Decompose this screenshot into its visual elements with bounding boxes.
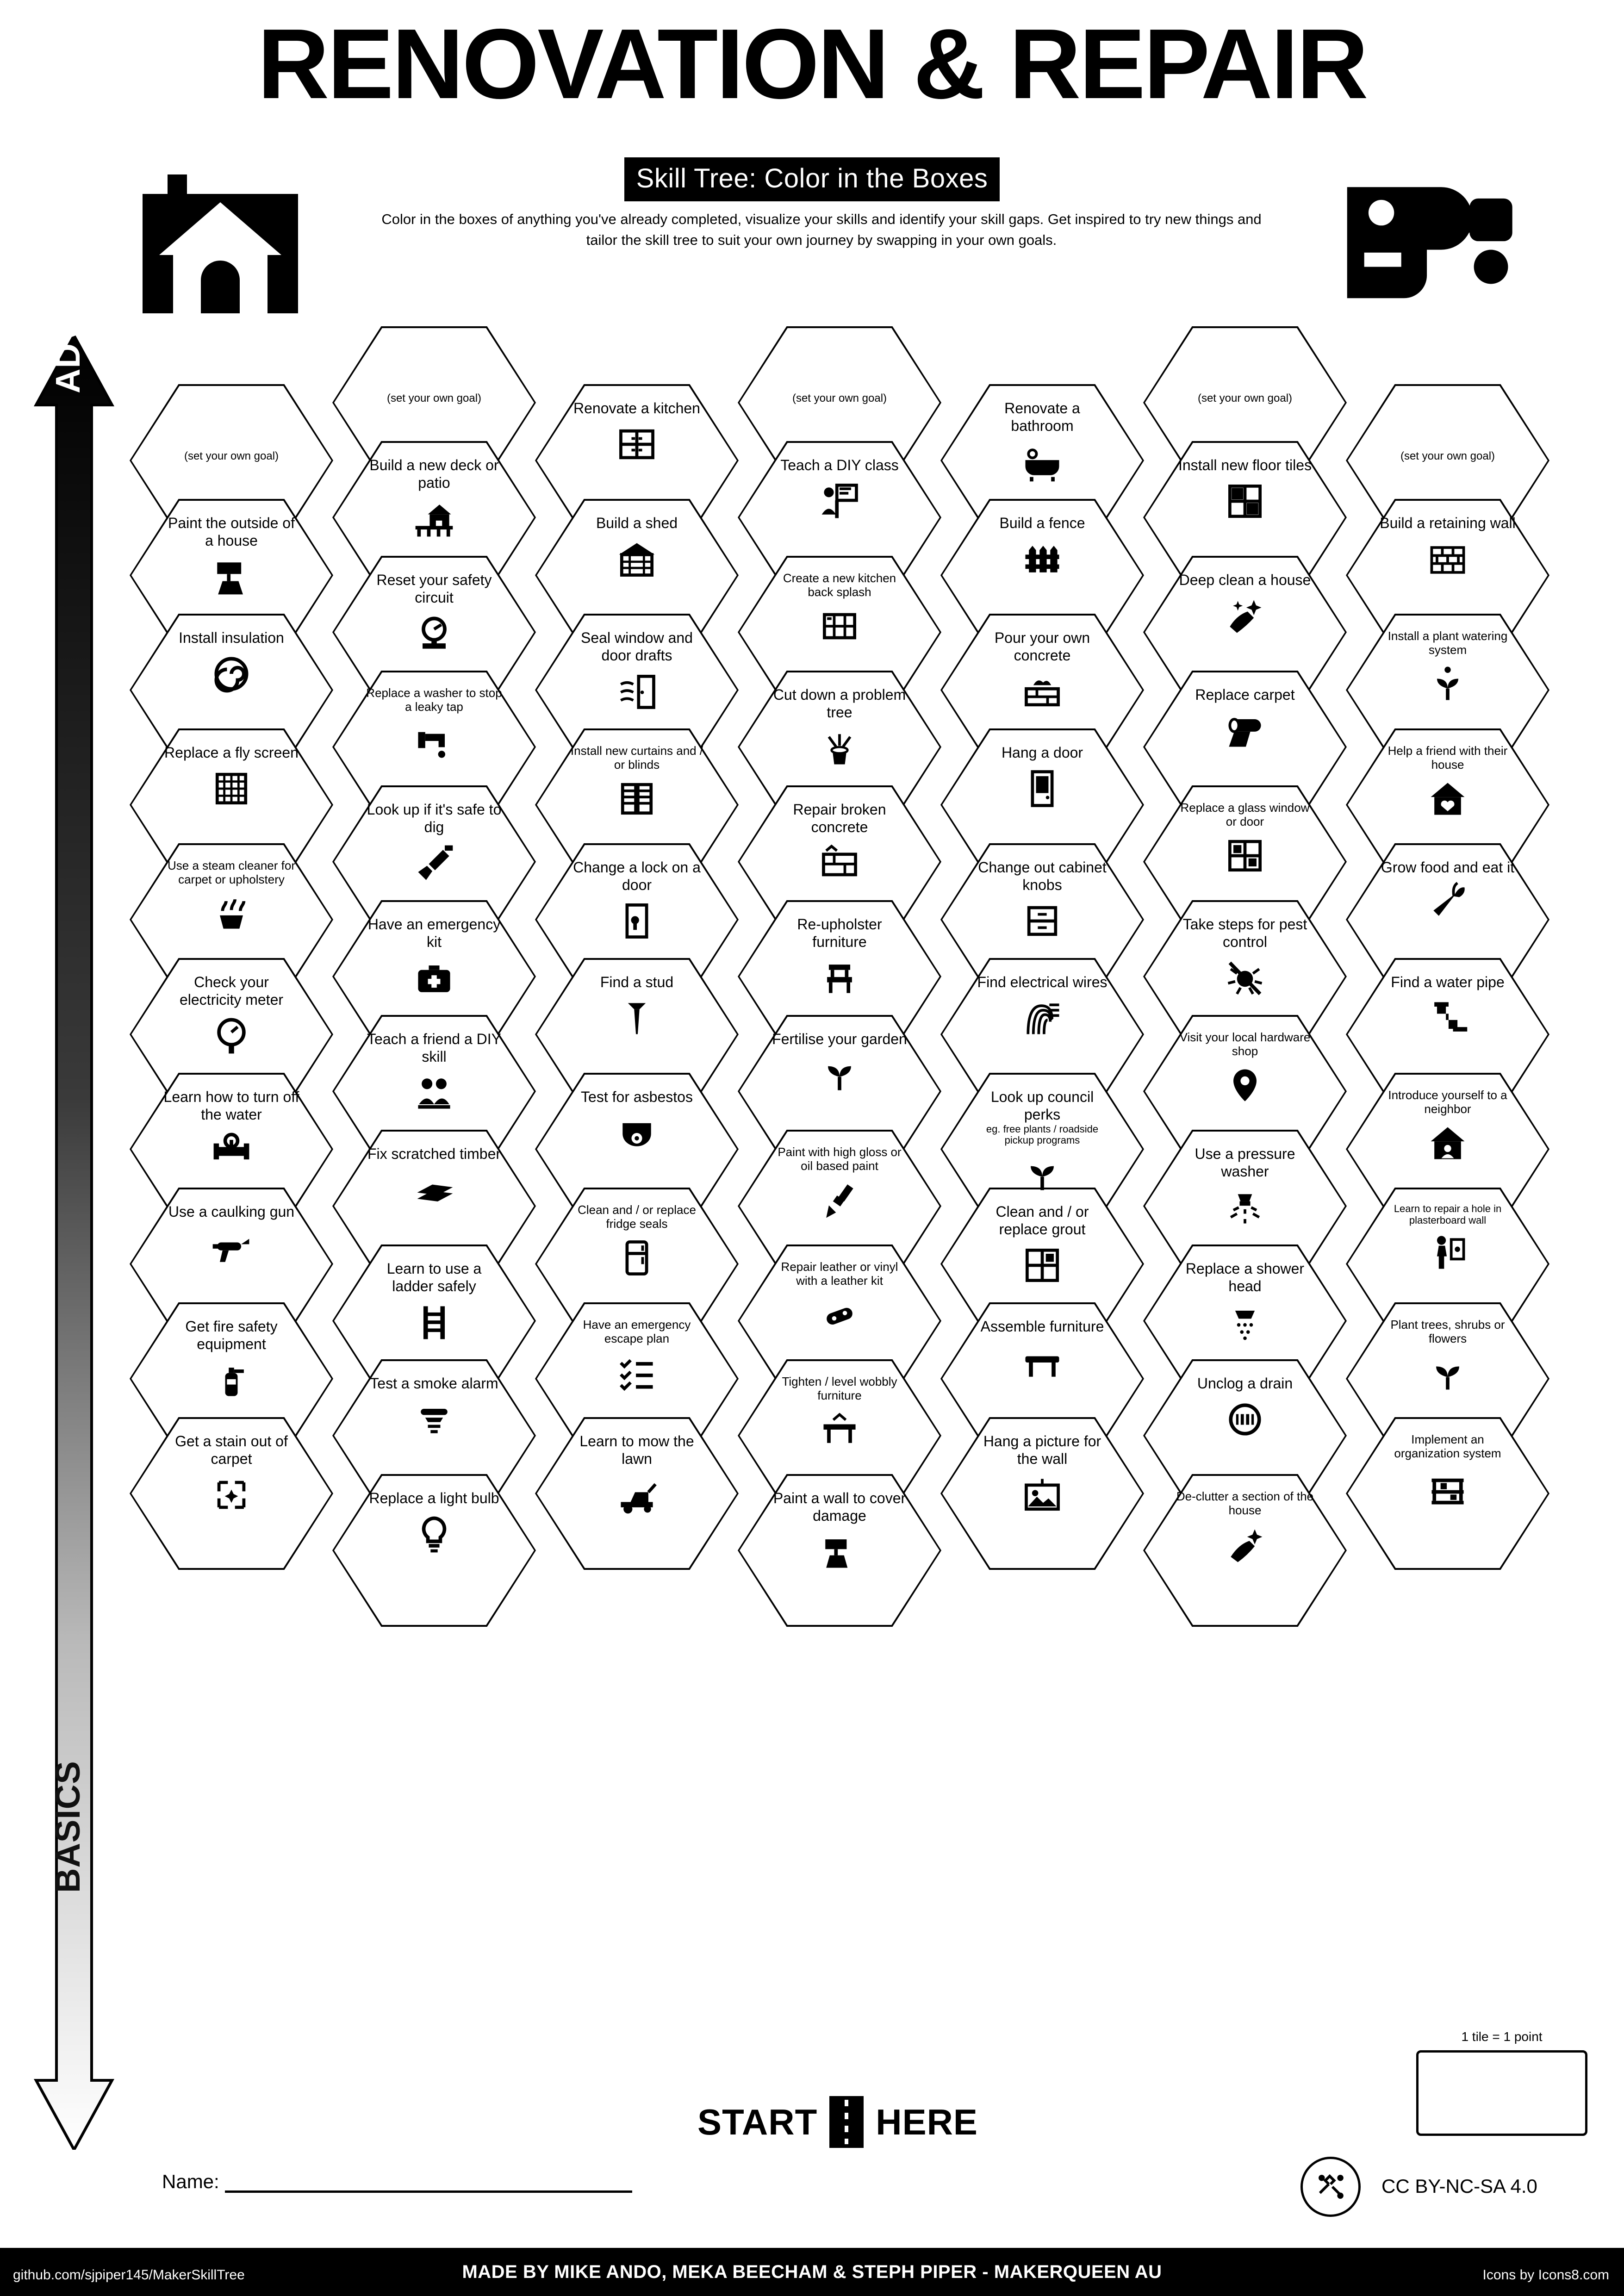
name-row xyxy=(162,2171,632,2193)
tile-label: Use a caulking gun xyxy=(168,1203,295,1220)
ladder-icon xyxy=(412,1300,456,1344)
door-draft-icon xyxy=(615,669,659,714)
deck-house-icon xyxy=(412,497,456,541)
tile-label: Find a water pipe xyxy=(1391,974,1505,990)
tile-label: Use a pressure washer xyxy=(1195,1145,1295,1180)
tile-goal-placeholder: (set your own goal) xyxy=(184,450,279,462)
tile-label: Create a new kitchen back splash xyxy=(783,571,896,599)
tile-label: Grow food and eat it xyxy=(1381,859,1515,876)
skill-tile[interactable] xyxy=(1143,1474,1347,1627)
house-heart-icon xyxy=(1425,777,1470,821)
footer-credit: MADE BY MIKE ANDO, MEKA BEECHAM & STEPH PIPER - MAKERQUEEN AU xyxy=(462,2261,1162,2282)
name-label: Name: xyxy=(162,2171,219,2192)
tile-goal-placeholder: (set your own goal) xyxy=(386,392,482,404)
tile-label: Test a smoke alarm xyxy=(370,1375,498,1392)
pressure-washer-icon xyxy=(1223,1185,1267,1230)
blinds-icon xyxy=(615,777,659,821)
start-here-marker xyxy=(662,2092,1014,2152)
axis-label-advanced: ADVANCED xyxy=(49,198,87,393)
insulation-roll-icon xyxy=(209,652,254,696)
pest-control-icon xyxy=(1223,956,1267,1000)
tile-label: Learn to repair a hole in plasterboard wall xyxy=(1394,1203,1502,1226)
tile-label: Hang a door xyxy=(1001,744,1083,761)
tile-label: Find electrical wires xyxy=(977,974,1108,990)
light-bulb-icon xyxy=(412,1512,456,1556)
tile-label: Teach a DIY class xyxy=(780,457,899,473)
meter-gauge-icon xyxy=(209,1014,254,1058)
name-input[interactable] xyxy=(225,2177,632,2193)
presentation-icon xyxy=(817,479,862,523)
tile-label: Use a steam cleaner for carpet or upholstery xyxy=(167,859,295,886)
carpet-roll-icon xyxy=(1223,709,1267,753)
tile-label: Plant trees, shrubs or flowers xyxy=(1390,1318,1505,1345)
tile-label: Cut down a problem tree xyxy=(773,686,906,721)
fire-extinguisher-icon xyxy=(209,1358,254,1402)
tile-goal-placeholder: (set your own goal) xyxy=(792,392,887,404)
backsplash-icon xyxy=(817,604,862,648)
wires-icon xyxy=(1020,996,1064,1040)
start-label: START xyxy=(697,2101,818,2142)
tile-sublabel: eg. free plants / roadside pickup programs xyxy=(986,1123,1099,1146)
skill-tile[interactable] xyxy=(332,1474,536,1627)
shower-head-icon xyxy=(1223,1300,1267,1344)
tile-label: Have an emergency kit xyxy=(367,916,501,950)
sprout-icon xyxy=(1425,1350,1470,1395)
kitchen-cabinets-icon xyxy=(615,422,659,467)
tile-label: Get fire safety equipment xyxy=(185,1318,278,1352)
intro-blurb: Color in the boxes of anything you've already completed, visualize your skills and identify your skill gaps. Get inspired to try new things and tailor the skill tree to suit your own journey by swapping in your own goals. xyxy=(381,211,1262,248)
watering-system-icon xyxy=(1425,662,1470,706)
grout-tiles-icon xyxy=(1020,1243,1064,1288)
tile-label: Reset your safety circuit xyxy=(376,572,492,606)
tile-label: Introduce yourself to a neighbor xyxy=(1388,1088,1507,1116)
tile-label: Clean and / or replace grout xyxy=(996,1203,1089,1238)
footer-github-link[interactable]: github.com/sjpiper145/MakerSkillTree xyxy=(13,2267,245,2283)
tile-label: Unclog a drain xyxy=(1197,1375,1293,1392)
sparkle-clean-icon xyxy=(1223,594,1267,638)
tile-label: Learn to use a ladder safely xyxy=(386,1260,482,1294)
fridge-icon xyxy=(615,1236,659,1280)
tile-label: Look up council perks xyxy=(990,1089,1094,1123)
subtitle-chip: Skill Tree: Color in the Boxes xyxy=(624,157,1000,201)
tile-label: Implement an organization system xyxy=(1394,1432,1501,1460)
first-aid-kit-icon xyxy=(412,956,456,1000)
tile-label: Paint the outside of a house xyxy=(168,515,295,549)
tile-label: Replace a glass window or door xyxy=(1180,801,1310,828)
skill-tile[interactable] xyxy=(738,1474,941,1627)
license-text: CC BY-NC-SA 4.0 xyxy=(1381,2175,1537,2197)
road-icon xyxy=(829,2096,864,2148)
shed-icon xyxy=(615,537,659,581)
tile-label: Assemble furniture xyxy=(980,1318,1104,1335)
tile-label: Re-upholster furniture xyxy=(797,916,882,950)
skill-tile[interactable] xyxy=(535,1417,739,1570)
chair-icon xyxy=(817,956,862,1000)
tile-label: Renovate a bathroom xyxy=(1004,400,1080,434)
caulking-gun-icon xyxy=(209,1226,254,1270)
plant-sprout-icon xyxy=(817,1053,862,1097)
concrete-pour-icon xyxy=(1020,669,1064,714)
plant-perks-icon xyxy=(1020,1151,1064,1195)
tile-label: Build a shed xyxy=(596,515,678,531)
tile-label: Replace a washer to stop a leaky tap xyxy=(366,686,502,714)
tile-label: Test for asbestos xyxy=(581,1089,693,1105)
tile-label: Have an emergency escape plan xyxy=(583,1318,691,1345)
tile-label: Take steps for pest control xyxy=(1182,916,1307,950)
skill-tile[interactable] xyxy=(130,1417,333,1570)
tile-label: Tighten / level wobbly furniture xyxy=(782,1375,897,1402)
carrot-icon xyxy=(1425,881,1470,926)
smoke-alarm-icon xyxy=(412,1397,456,1442)
sparkle-hand-icon xyxy=(1223,1522,1267,1567)
steam-cleaner-icon xyxy=(209,891,254,936)
picture-frame-icon xyxy=(1020,1473,1064,1517)
tile-label: Build a retaining wall xyxy=(1380,515,1516,531)
tile-label: Teach a friend a DIY skill xyxy=(367,1031,501,1065)
paint-roller-small-icon xyxy=(817,1530,862,1574)
circuit-dial-icon xyxy=(412,611,456,656)
tile-label: Find a stud xyxy=(600,974,674,990)
concrete-block-icon xyxy=(817,841,862,885)
tile-label: Fix scratched timber xyxy=(367,1145,501,1162)
fence-icon xyxy=(1020,537,1064,581)
table-icon xyxy=(817,1407,862,1452)
teach-friend-icon xyxy=(412,1070,456,1115)
tile-label: Deep clean a house xyxy=(1179,572,1311,588)
respirator-mask-icon xyxy=(615,1111,659,1155)
tile-label: Build a new deck or patio xyxy=(369,457,499,491)
tile-point-note: 1 tile = 1 point xyxy=(1461,2029,1543,2044)
tile-label: Replace a shower head xyxy=(1185,1260,1305,1294)
tile-label: Pour your own concrete xyxy=(994,629,1090,664)
dripping-tap-icon xyxy=(412,719,456,763)
brick-wall-icon xyxy=(1425,537,1470,581)
tile-label: Visit your local hardware shop xyxy=(1179,1030,1311,1058)
axis-label-basics: BASICS xyxy=(49,1761,87,1893)
tile-label: Replace carpet xyxy=(1195,686,1295,703)
shovel-icon xyxy=(412,841,456,885)
tile-label: Learn how to turn off the water xyxy=(163,1089,299,1123)
tile-label: Hang a picture for the wall xyxy=(983,1433,1101,1467)
total-score-box[interactable] xyxy=(1416,2050,1587,2136)
timber-planks-icon xyxy=(412,1168,456,1212)
water-valve-icon xyxy=(209,1128,254,1173)
leather-patch-icon xyxy=(817,1293,862,1337)
neighbor-house-icon xyxy=(1425,1121,1470,1165)
tile-label: Repair leather or vinyl with a leather kit xyxy=(781,1260,898,1288)
skill-tile[interactable] xyxy=(940,1417,1144,1570)
mesh-screen-icon xyxy=(209,766,254,811)
nail-icon xyxy=(615,996,659,1040)
drain-icon xyxy=(1223,1397,1267,1442)
tile-goal-placeholder: (set your own goal) xyxy=(1400,450,1495,462)
table-assemble-icon xyxy=(1020,1340,1064,1385)
paint-roller-icon xyxy=(209,554,254,599)
tile-label: Install insulation xyxy=(179,629,284,646)
tile-label: Change a lock on a door xyxy=(573,859,701,893)
door-lock-icon xyxy=(615,899,659,943)
stain-square-icon xyxy=(209,1473,254,1517)
tile-label: Repair broken concrete xyxy=(793,801,886,835)
tile-label: Paint with high gloss or oil based paint xyxy=(778,1145,902,1173)
plaster-repair-icon xyxy=(1425,1231,1470,1275)
here-label: HERE xyxy=(876,2101,978,2142)
tree-stump-icon xyxy=(817,726,862,771)
tile-label: Get a stain out of carpet xyxy=(175,1433,288,1467)
checklist-icon xyxy=(615,1350,659,1395)
tile-label: Paint a wall to cover damage xyxy=(773,1490,906,1524)
tile-label: Build a fence xyxy=(999,515,1085,531)
skill-tile[interactable] xyxy=(1346,1417,1549,1570)
tile-label: Replace a fly screen xyxy=(164,744,299,761)
tile-label: Fertilise your garden xyxy=(772,1031,907,1047)
door-icon xyxy=(1020,766,1064,811)
tile-label: Help a friend with their house xyxy=(1388,744,1508,772)
tile-label: Change out cabinet knobs xyxy=(978,859,1107,893)
tile-label: Install new floor tiles xyxy=(1178,457,1312,473)
bathtub-icon xyxy=(1020,440,1064,484)
maker-skill-tree-badge-icon xyxy=(1300,2157,1361,2217)
tile-label: Check your electricity meter xyxy=(179,974,284,1008)
tile-label: Look up if it's safe to dig xyxy=(367,801,502,835)
map-pin-icon xyxy=(1223,1063,1267,1108)
page-title: RENOVATION & REPAIR xyxy=(257,8,1367,119)
lawn-mower-icon xyxy=(615,1473,659,1517)
tile-label: Install a plant watering system xyxy=(1388,629,1508,657)
tile-label: Install new curtains and / or blinds xyxy=(570,744,703,772)
tile-label: De-clutter a section of the house xyxy=(1176,1489,1314,1517)
tile-label: Renovate a kitchen xyxy=(573,400,700,417)
floor-tiles-icon xyxy=(1223,479,1267,523)
tile-goal-placeholder: (set your own goal) xyxy=(1197,392,1293,404)
footer-icons-credit: Icons by Icons8.com xyxy=(1482,2267,1609,2283)
shelving-icon xyxy=(1425,1465,1470,1510)
tile-label: Clean and / or replace fridge seals xyxy=(578,1203,696,1231)
footer-bar xyxy=(0,2248,1624,2296)
tile-label: Seal window and door drafts xyxy=(581,629,693,664)
pipe-icon xyxy=(1425,996,1470,1040)
cabinet-icon xyxy=(1020,899,1064,943)
paint-brush-small-icon xyxy=(817,1178,862,1222)
tile-label: Replace a light bulb xyxy=(369,1490,499,1506)
window-icon xyxy=(1223,834,1267,878)
tile-label: Learn to mow the lawn xyxy=(579,1433,694,1467)
